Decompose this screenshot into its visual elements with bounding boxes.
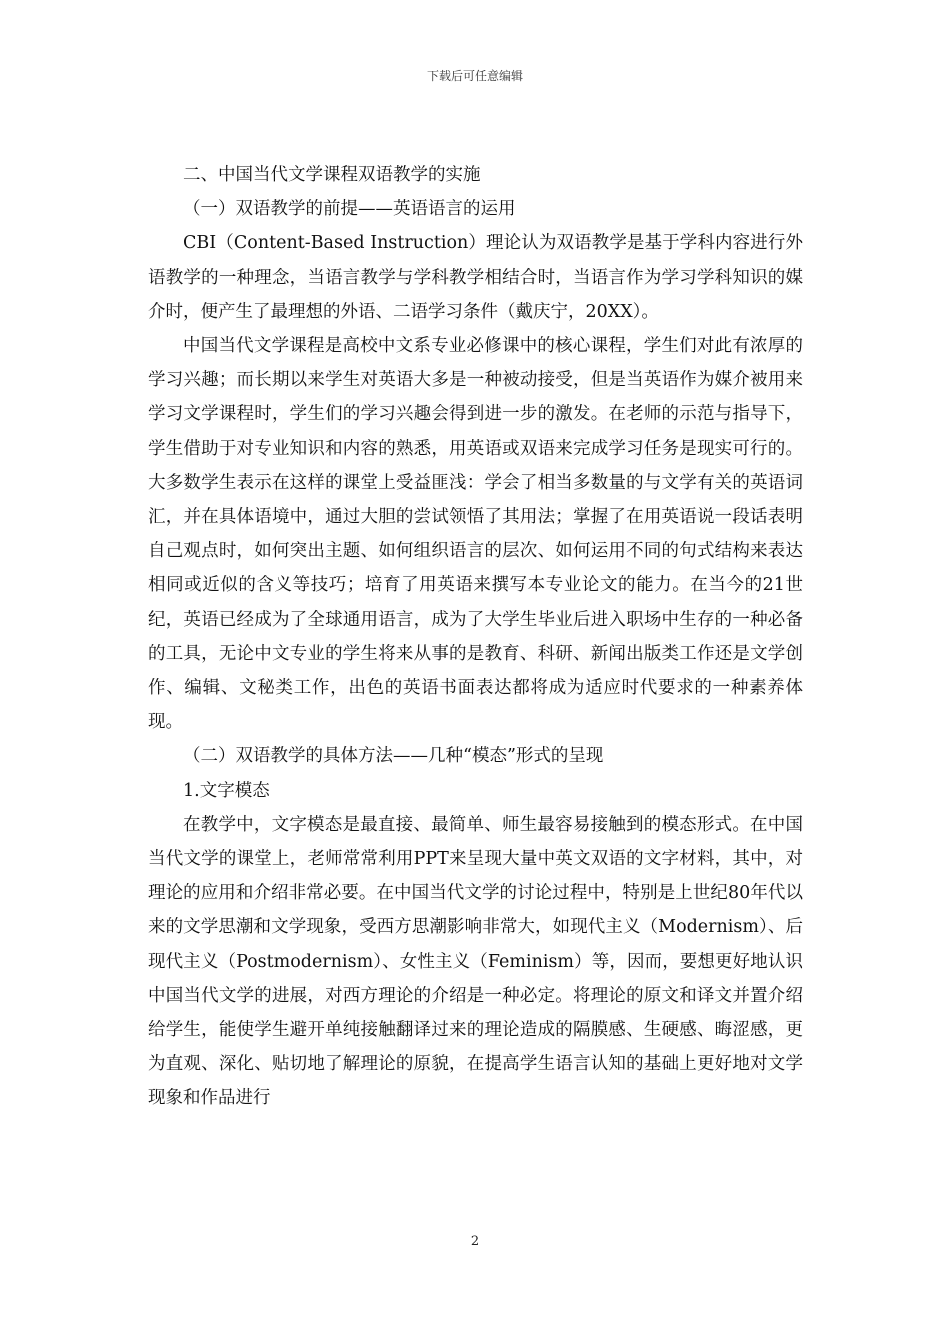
paragraph-course: 中国当代文学课程是高校中文系专业必修课中的核心课程，学生们对此有浓厚的学习兴趣；而长期以来学生对英语大多是一种被动接受，但是当英语作为媒介被用来学习文学课程时，学生们的学习兴趣会得到进一步的激发。在老师的示范与指导下，学生借助于对专业知识和内容的熟悉，用英语或双语来完成学习任务是现实可行的。大多数学生表示在这样的课堂上受益匪浅：学会了相当多数量的与文学有关的英语词汇，并在具体语境中，通过大胆的尝试领悟了其用法；掌握了在用英语说一段话表明自己观点时，如何突出主题、如何组织语言的层次、如何运用不同的句式结构来表达相同或近似的含义等技巧；培育了用英语来撰写本专业论文的能力。在当今的21世纪，英语已经成为了全球通用语言，成为了大学生毕业后进入职场中生存的一种必备的工具，无论中文专业的学生将来从事的是教育、科研、新闻出版类工作还是文学创作、编辑、文秘类工作，出色的英语书面表达都将成为适应时代要求的一种素养体现。 <box>148 336 803 733</box>
page-number: 2 <box>470 1234 480 1249</box>
page-header: 下载后可任意编辑 <box>426 69 523 83</box>
subsection-heading-1: （一）双语教学的前提——英语语言的运用 <box>183 199 516 220</box>
subsection-heading-2: （二）双语教学的具体方法——几种“模态”形式的呈现 <box>183 746 604 767</box>
paragraph-cbi: CBI（Content-Based Instruction）理论认为双语教学是基于学科内容进行外语教学的一种理念，当语言教学与学科教学相结合时，当语言作为学习学科知识的媒介时，便产生了最理想的外语、二语学习条件（戴庆宁，20XX）。 <box>148 233 803 322</box>
subsection-heading-3: 1.文字模态 <box>183 780 270 801</box>
section-heading: 二、中国当代文学课程双语教学的实施 <box>183 165 481 185</box>
document-body <box>148 158 803 1116</box>
paragraph-text-modality: 在教学中，文字模态是最直接、最简单、师生最容易接触到的模态形式。在中国当代文学的课堂上，老师常常利用PPT来呈现大量中英文双语的文字材料，其中，对理论的应用和介绍非常必要。在中国当代文学的讨论过程中，特别是上世纪80年代以来的文学思潮和文学现象，受西方思潮影响非常大，如现代主义（Modernism）、后现代主义（Postmodernism）、女性主义（Feminism）等，因而，要想更好地认识中国当代文学的进展，对西方理论的介绍是一种必定。将理论的原文和译文并置介绍给学生，能使学生避开单纯接触翻译过来的理论造成的隔膜感、生硬感、晦涩感，更为直观、深化、贴切地了解理论的原貌，在提高学生语言认知的基础上更好地对文学现象和作品进行 <box>148 814 803 1109</box>
